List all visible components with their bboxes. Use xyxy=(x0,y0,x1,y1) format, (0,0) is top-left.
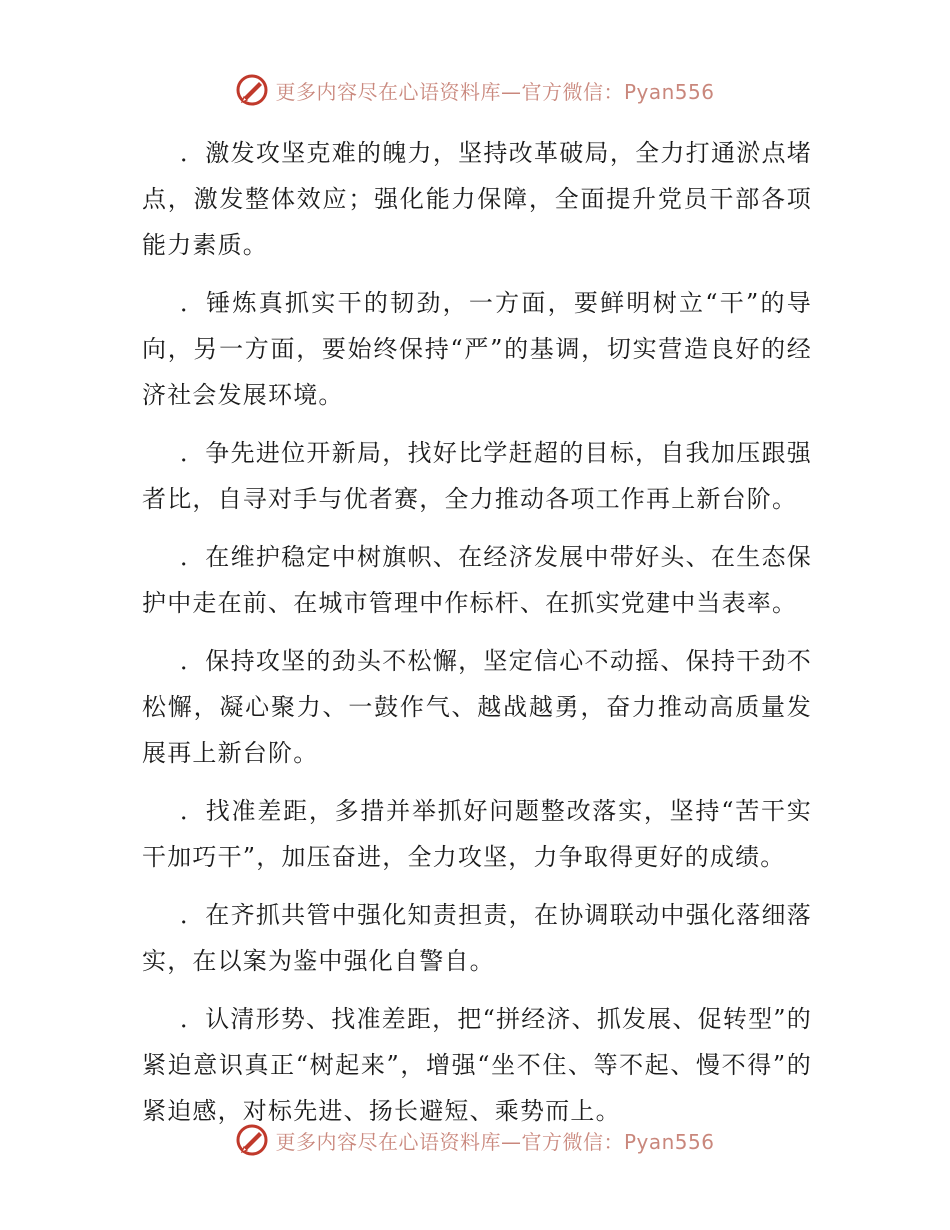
paragraph-8: ．认清形势、找准差距，把“拼经济、抓发展、促转型”的紧迫意识真正“树起来”，增强“坐不住、等不起、慢不得”的紧迫感，对标先进、扬长避短、乘势而上。 xyxy=(142,1005,812,1125)
paragraph-7: ．在齐抓共管中强化知责担责，在协调联动中强化落细落实，在以案为鉴中强化自警自。 xyxy=(142,901,812,975)
footer-banner xyxy=(0,1120,950,1160)
paragraph-1: ．激发攻坚克难的魄力，坚持改革破局，全力打通淤点堵点，激发整体效应；强化能力保障，全面提升党员干部各项能力素质。 xyxy=(142,139,812,259)
document-body xyxy=(142,130,812,1146)
footer-banner-text: 更多内容尽在心语资料库—官方微信：Pyan556 xyxy=(275,1129,715,1154)
paragraph-6: ．找准差距，多措并举抓好问题整改落实，坚持“苦干实干加巧干”，加压奋进，全力攻坚，力争取得更好的成绩。 xyxy=(142,797,812,871)
pen-seal-logo-icon xyxy=(235,73,269,107)
paragraph-5: ．保持攻坚的劲头不松懈，坚定信心不动摇、保持干劲不松懈，凝心聚力、一鼓作气、越战越勇，奋力推动高质量发展再上新台阶。 xyxy=(142,647,812,767)
paragraph-2: ．锤炼真抓实干的韧劲，一方面，要鲜明树立“干”的导向，另一方面，要始终保持“严”的基调，切实营造良好的经济社会发展环境。 xyxy=(142,289,812,409)
paragraph-4: ．在维护稳定中树旗帜、在经济发展中带好头、在生态保护中走在前、在城市管理中作标杆、在抓实党建中当表率。 xyxy=(142,543,812,617)
header-banner-text: 更多内容尽在心语资料库—官方微信：Pyan556 xyxy=(275,79,715,104)
paragraph-3: ．争先进位开新局，找好比学赶超的目标，自我加压跟强者比，自寻对手与优者赛，全力推动各项工作再上新台阶。 xyxy=(142,439,812,513)
header-banner xyxy=(0,70,950,110)
pen-seal-logo-icon xyxy=(235,1123,269,1157)
